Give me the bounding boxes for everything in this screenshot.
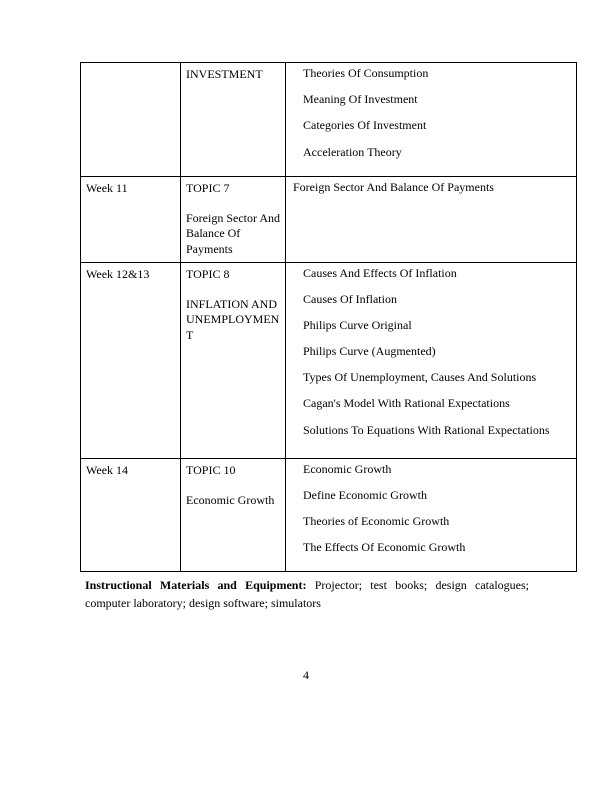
content-item: Meaning Of Investment (303, 92, 418, 107)
table-row (81, 262, 577, 458)
content-cell (286, 458, 577, 572)
content-item: Theories of Economic Growth (303, 513, 450, 528)
topic-title: INVESTMENT (186, 67, 263, 81)
content-item: Causes Of Inflation (303, 291, 397, 306)
week-label: Week 14 (86, 462, 129, 477)
week-cell (81, 63, 181, 177)
week-label: Week 11 (86, 180, 128, 195)
materials-note (85, 576, 529, 612)
topic-title: INFLATION AND UNEMPLOYMENT (186, 296, 280, 342)
content-item: Economic Growth (303, 461, 392, 476)
topic-number: TOPIC 8 (186, 266, 230, 281)
topic-title: Foreign Sector And Balance Of Payments (186, 210, 280, 256)
topic-cell (181, 176, 286, 262)
topic-cell (181, 262, 286, 458)
content-cell (286, 63, 577, 177)
topic-number: TOPIC 7 (186, 180, 230, 195)
topic-title: Economic Growth (186, 492, 275, 507)
content-item: Philips Curve Original (303, 317, 412, 332)
week-cell (81, 262, 181, 458)
content-item: Categories Of Investment (303, 118, 427, 133)
content-cell (286, 262, 577, 458)
table-row (81, 458, 577, 572)
content-cell (286, 176, 577, 262)
week-label: Week 12&13 (86, 266, 150, 281)
materials-text: Projector; test books; design catalogues; computer laboratory; design software; simulators (85, 578, 530, 610)
content-item: Foreign Sector And Balance Of Payments (293, 179, 494, 194)
content-item: Types Of Unemployment, Causes And Solutions (303, 370, 537, 385)
syllabus-table (80, 62, 577, 572)
content-item: Acceleration Theory (303, 144, 402, 159)
page-number: 4 (303, 668, 309, 682)
topic-cell (181, 63, 286, 177)
content-item: Causes And Effects Of Inflation (303, 265, 457, 280)
table-row (81, 63, 577, 177)
content-item: Cagan's Model With Rational Expectations (303, 396, 510, 411)
week-cell (81, 458, 181, 572)
content-item: Theories Of Consumption (303, 66, 429, 80)
topic-cell (181, 458, 286, 572)
content-item: Define Economic Growth (303, 487, 427, 502)
table-row (81, 176, 577, 262)
week-cell (81, 176, 181, 262)
content-item: Philips Curve (Augmented) (303, 344, 436, 359)
content-item: Solutions To Equations With Rational Expectations (303, 422, 550, 437)
topic-number: TOPIC 10 (186, 462, 236, 477)
materials-label: Instructional Materials and Equipment: (85, 578, 307, 592)
content-item: The Effects Of Economic Growth (303, 540, 466, 555)
